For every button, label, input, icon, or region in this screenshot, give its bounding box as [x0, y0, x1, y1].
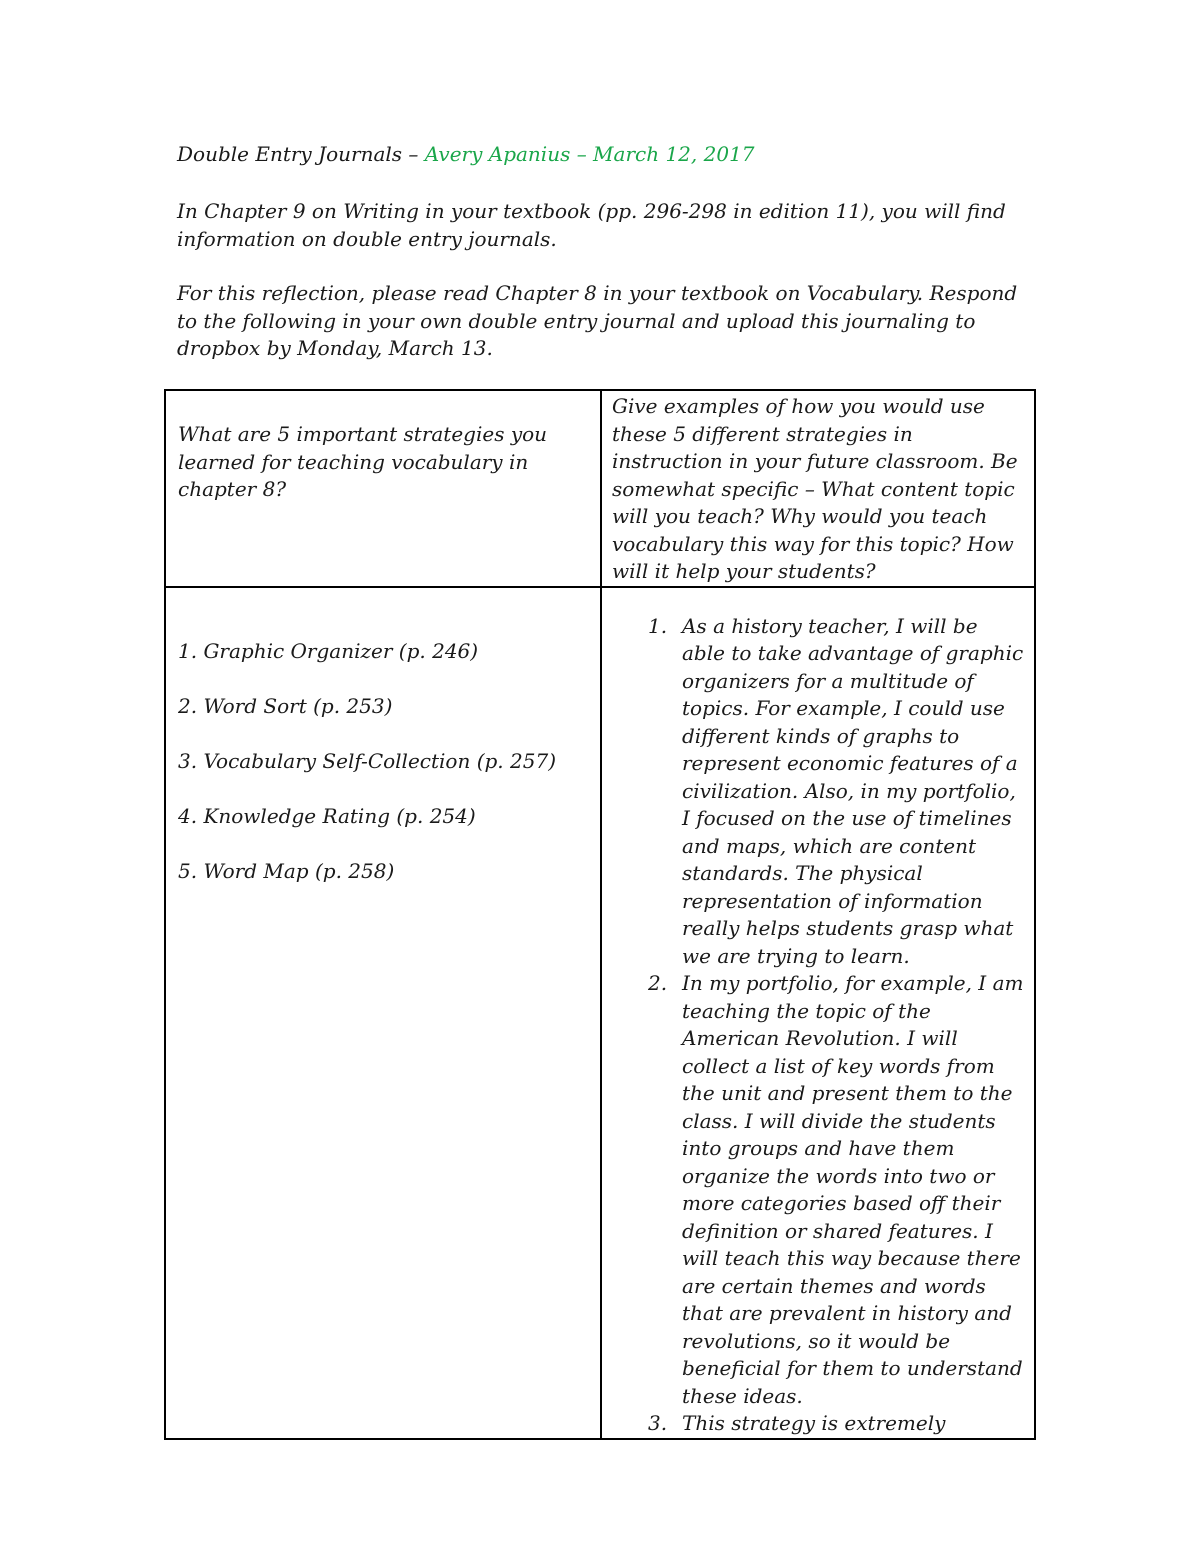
document-title	[177, 140, 755, 168]
double-entry-journal-table	[164, 389, 1036, 1440]
title-author-date: Avery Apanius – March 12, 2017	[424, 142, 755, 166]
list-item: 1. Graphic Organizer (p. 246)	[178, 638, 479, 663]
list-item: 4. Knowledge Rating (p. 254)	[178, 803, 476, 828]
intro-paragraph-2: For this reflection, please read Chapter 8 in your textbook on Vocabulary. Respond to the following in your own double entry journal and upload this journaling to dropbox by Monday, March 13.	[177, 281, 1018, 360]
strategies-list	[166, 588, 600, 886]
list-item: 3. Vocabulary Self-Collection (p. 257)	[178, 748, 556, 773]
list-number: 3.	[648, 1411, 668, 1435]
title-prefix: Double Entry Journals –	[177, 142, 425, 166]
list-item: 2. Word Sort (p. 253)	[178, 693, 393, 718]
list-item-text: In my portfolio, for example, I am teaching the topic of the American Revolution. I will collect a list of key words from the unit and present them to the class. I will divide the students into groups and have them organize the words into two or more categories based off their definition or shared features. I will teach this way because there are certain themes and words that are prevalent in history and revolutions, so it would be beneficial for them to understand these ideas.	[682, 971, 1024, 1408]
list-item	[612, 970, 1024, 1410]
list-item: 5. Word Map (p. 258)	[178, 858, 395, 883]
examples-cell	[601, 587, 1035, 1439]
examples-list	[602, 588, 1034, 1438]
strategies-cell	[165, 587, 601, 1439]
right-header-cell	[601, 390, 1035, 587]
list-item	[612, 613, 1024, 971]
list-number: 2.	[648, 971, 668, 995]
list-item	[612, 1410, 1024, 1438]
right-header-text: Give examples of how you would use these 5 different strategies in instruction in your future classroom. Be somewhat specific – What content topic will you teach? Why would you teach vocabulary this way for this topic? How will it help your students?	[612, 394, 1018, 583]
table-body-row	[165, 587, 1035, 1439]
table-header-row	[165, 390, 1035, 587]
list-item-text: As a history teacher, I will be able to take advantage of graphic organizers for a multitude of topics. For example, I could use different kinds of graphs to represent economic features of a civilization. Also, in my portfolio, I focused on the use of timelines and maps, which are content standards. The physical representation of information really helps students grasp what we are trying to learn.	[682, 613, 1024, 968]
list-item-text: This strategy is extremely	[682, 1411, 946, 1435]
list-number: 1.	[648, 613, 668, 638]
left-header-text: What are 5 important strategies you learned for teaching vocabulary in chapter 8?	[178, 422, 548, 501]
intro-paragraph-1: In Chapter 9 on Writing in your textbook (pp. 296-298 in edition 11), you will find information on double entry journals.	[177, 199, 1006, 251]
left-header-cell	[165, 390, 601, 587]
